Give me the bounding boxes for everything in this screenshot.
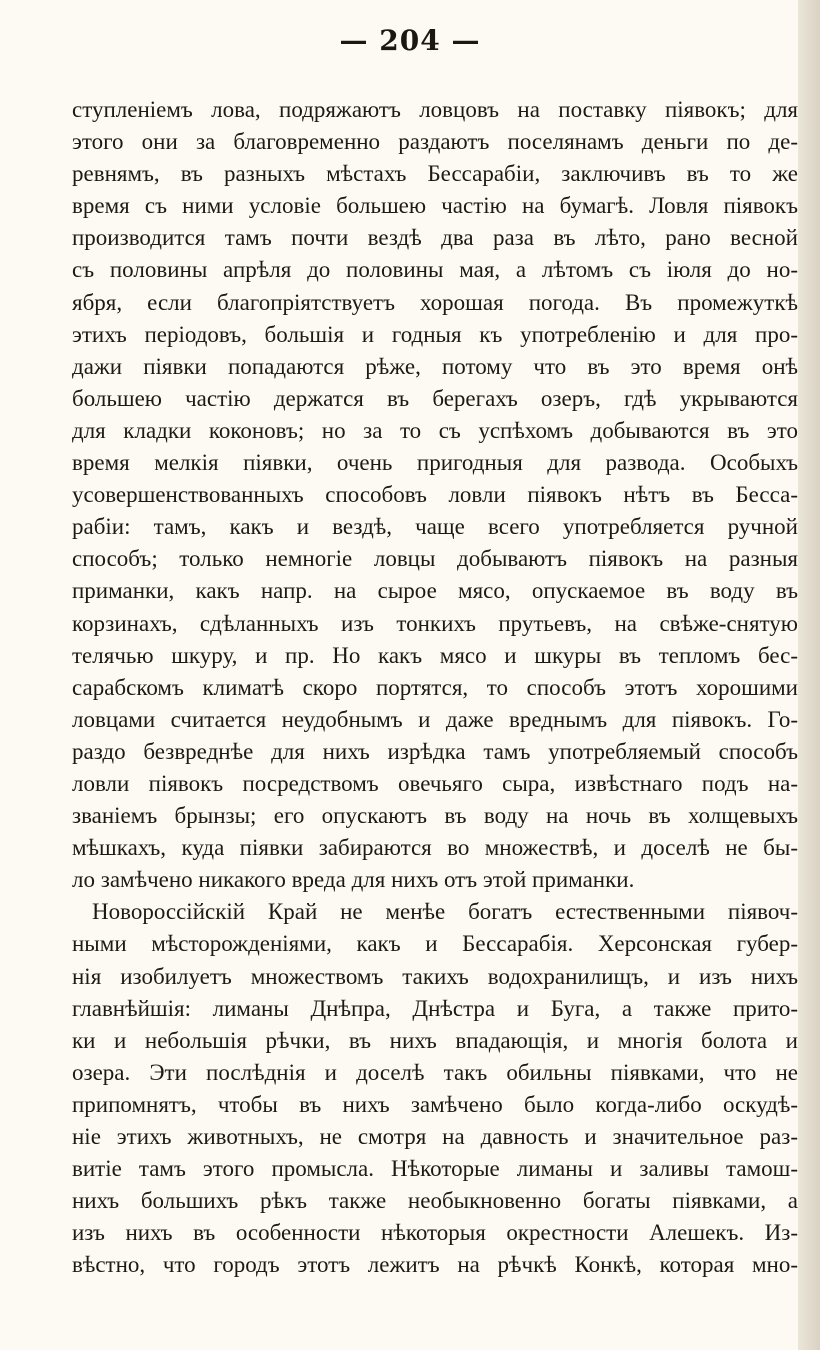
- text-line: нихъ большихъ рѣкъ также необыкновенно богаты піявками, а: [72, 1188, 798, 1214]
- text-line: усовершенствованныхъ способовъ ловли піявокъ нѣтъ въ Бесса-: [72, 482, 798, 508]
- text-line: время съ ними условіе большею частію на бумагѣ. Ловля піявокъ: [72, 193, 798, 219]
- text-line: званіемъ брынзы; его опускаютъ въ воду на ночь въ холщевыхъ: [72, 803, 798, 829]
- text-line: припомнятъ, чтобы въ нихъ замѣчено было когда-либо оскудѣ-: [72, 1091, 798, 1117]
- text-line: дажи піявки попадаются рѣже, потому что въ это время онѣ: [72, 353, 798, 379]
- text-line: озера. Эти послѣднія и доселѣ такъ обильны піявками, что не: [72, 1059, 798, 1085]
- text-line: этого они за благовременно раздаютъ поселянамъ деньги по де-: [72, 129, 798, 155]
- page-number: — 204 —: [339, 24, 481, 57]
- page-edge-shadow: [798, 0, 820, 1350]
- text-line: ловли піявокъ посредствомъ овечьяго сыра, извѣстнаго подъ на-: [72, 770, 798, 796]
- text-line: корзинахъ, сдѣланныхъ изъ тонкихъ прутьевъ, на свѣже-снятую: [72, 610, 798, 636]
- text-line: ки и небольшія рѣчки, въ нихъ впадающія, и многія болота и: [72, 1027, 798, 1053]
- text-line: время мелкія піявки, очень пригодныя для развода. Особыхъ: [72, 450, 798, 476]
- text-line: приманки, какъ напр. на сырое мясо, опускаемое въ воду въ: [72, 578, 798, 604]
- text-line: мѣшкахъ, куда піявки забираются во множествѣ, и доселѣ не бы-: [72, 835, 798, 861]
- text-line: способъ; только немногіе ловцы добываютъ піявокъ на разныя: [72, 546, 798, 572]
- text-line: раздо безвреднѣе для нихъ изрѣдка тамъ употребляемый способъ: [72, 738, 798, 764]
- text-line: вѣстно, что городъ этотъ лежитъ на рѣчкѣ Конкѣ, которая мно-: [72, 1252, 798, 1278]
- text-line: рабіи: тамъ, какъ и вездѣ, чаще всего употребляется ручной: [72, 514, 798, 540]
- text-line: главнѣйшія: лиманы Днѣпра, Днѣстра и Буга, а также прито-: [72, 995, 798, 1021]
- text-line: изъ нихъ въ особенности нѣкоторыя окрестности Алешекъ. Из-: [72, 1220, 798, 1246]
- text-line: ревнямъ, въ разныхъ мѣстахъ Бессарабіи, заключивъ въ то же: [72, 161, 798, 187]
- text-line: ными мѣсторожденіями, какъ и Бессарабія. Херсонская губер-: [72, 931, 798, 957]
- text-line: ября, если благопріятствуетъ хорошая погода. Въ промежуткѣ: [72, 289, 798, 315]
- paragraph-first-line: Новороссійскій Край не менѣе богатъ естественными піявоч-: [92, 899, 798, 925]
- text-line: этихъ періодовъ, большія и годныя къ употребленію и для про-: [72, 321, 798, 347]
- text-line: большею частію держатся въ берегахъ озеръ, гдѣ укрываются: [72, 385, 798, 411]
- text-line: нія изобилуетъ множествомъ такихъ водохранилищъ, и изъ нихъ: [72, 963, 798, 989]
- text-line: производится тамъ почти вездѣ два раза въ лѣто, рано весной: [72, 225, 798, 251]
- text-line: для кладки коконовъ; но за то съ успѣхомъ добываются въ это: [72, 417, 798, 443]
- text-line: ніе этихъ животныхъ, не смотря на давность и значительное раз-: [72, 1124, 798, 1149]
- text-line: ступленіемъ лова, подряжаютъ ловцовъ на поставку піявокъ; для: [72, 97, 798, 122]
- text-line: съ половины апрѣля до половины мая, а лѣтомъ съ іюля до но-: [72, 257, 798, 283]
- paragraph-last-line: ло замѣчено никакого вреда для нихъ отъ этой приманки.: [72, 867, 635, 893]
- text-line: ловцами считается неудобнымъ и даже вреднымъ для піявокъ. Го-: [72, 706, 798, 732]
- text-line: витіе тамъ этого промысла. Нѣкоторые лиманы и заливы тамош-: [72, 1156, 798, 1182]
- text-line: телячью шкуру, и пр. Но какъ мясо и шкуры въ тепломъ бес-: [72, 642, 798, 668]
- body-text: [72, 94, 798, 1281]
- text-line: сарабскомъ климатѣ скоро портятся, то способъ этотъ хорошими: [72, 674, 798, 700]
